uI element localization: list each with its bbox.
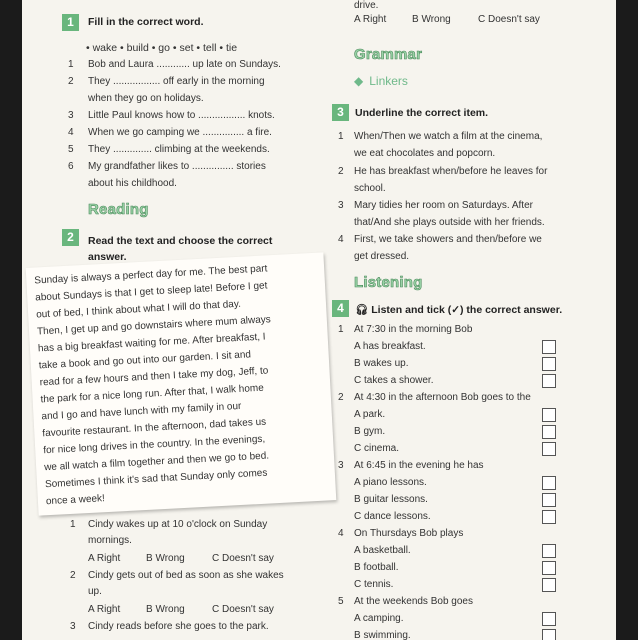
story-line: about Sundays is that I get to sleep late! Before I get [35, 280, 268, 304]
ex1-item-text: Little Paul knows how to ................. knots. [88, 110, 275, 121]
listening-option: A has breakfast. [354, 341, 426, 352]
question-number: 3 [70, 621, 76, 632]
listening-item-number: 5 [338, 596, 344, 607]
diamond-bullet-icon: ◆ [354, 74, 364, 88]
answer-option-b: B Wrong [146, 553, 185, 564]
top-word-drive: drive. [354, 0, 379, 11]
listening-option: B wakes up. [354, 358, 409, 369]
top-answer-a: A Right [354, 14, 387, 25]
ex2-instruction-1: Read the text and choose the correct [88, 235, 273, 247]
story-line: read for a few hours and then I take my dog, Jeff, to [39, 365, 269, 389]
question-number: 1 [70, 519, 76, 530]
listening-option: B gym. [354, 426, 386, 437]
tick-box[interactable] [542, 476, 556, 490]
ex1-item-text: My grandfather likes to ............... stories [88, 161, 266, 172]
answer-option-c: C Doesn't say [212, 604, 274, 615]
listening-option: A basketball. [354, 545, 411, 556]
tick-box[interactable] [542, 442, 556, 456]
reading-story-card [26, 252, 337, 515]
ex1-item-number: 2 [68, 76, 74, 87]
ex1-item-text: Bob and Laura ............ up late on Sundays. [88, 59, 281, 70]
listening-question: On Thursdays Bob plays [354, 528, 464, 539]
tick-box[interactable] [542, 629, 556, 640]
top-strip [22, 0, 616, 9]
tick-box[interactable] [542, 374, 556, 388]
ex3-item-text: Mary tidies her room on Saturdays. After [354, 200, 533, 211]
ex1-item-number: 5 [68, 144, 74, 155]
story-line: favourite restaurant. In the afternoon, dad takes us [42, 416, 267, 440]
ex1-wordbank: • wake • build • go • set • tell • tie [86, 42, 238, 54]
ex3-item-number: 4 [338, 234, 344, 245]
tick-box[interactable] [542, 408, 556, 422]
listening-question: At 4:30 in the afternoon Bob goes to the [354, 392, 531, 403]
tick-box[interactable] [542, 578, 556, 592]
question-number: 2 [70, 570, 76, 581]
answer-option-c: C Doesn't say [212, 553, 274, 564]
ex4-badge: 4 [332, 300, 349, 317]
ex3-item-text: He has breakfast when/before he leaves for [354, 166, 548, 177]
story-line: the park for a nice long run. After that, I walk home [40, 382, 265, 406]
listening-option: B swimming. [354, 630, 411, 640]
ex3-badge: 3 [332, 104, 349, 121]
grammar-subtitle-label: Linkers [369, 74, 408, 88]
ex1-item-text: about his childhood. [88, 178, 177, 189]
listening-title: Listening [354, 274, 423, 291]
ex1-item-text: They .............. climbing at the weekends. [88, 144, 270, 155]
listening-option: B football. [354, 562, 399, 573]
ex1-item-number: 1 [68, 59, 74, 70]
listening-item-number: 1 [338, 324, 344, 335]
tick-box[interactable] [542, 510, 556, 524]
story-line: we all watch a film together and then we go to bed. [43, 450, 270, 474]
story-line: take a book and go out into our garden. I sit and [38, 349, 252, 372]
answer-option-a: A Right [88, 553, 121, 564]
listening-option: A piano lessons. [354, 477, 427, 488]
ex3-item-number: 2 [338, 166, 344, 177]
story-line: has a big breakfast waiting for me. After breakfast, I [37, 331, 266, 355]
listening-question: At the weekends Bob goes [354, 596, 473, 607]
tick-box[interactable] [542, 493, 556, 507]
grammar-subtitle [354, 74, 408, 88]
worksheet-page [22, 0, 616, 640]
story-line: Then, I get up and go downstairs where mum always [36, 314, 272, 338]
ex3-item-text: that/And she plays outside with her friends. [354, 217, 545, 228]
ex1-item-number: 6 [68, 161, 74, 172]
tick-box[interactable] [542, 425, 556, 439]
answer-option-b: B Wrong [146, 604, 185, 615]
ex1-item-text: When we go camping we ............... a fire. [88, 127, 272, 138]
ex1-item-number: 3 [68, 110, 74, 121]
question-text: Cindy gets out of bed as soon as she wakes [88, 570, 284, 581]
story-line: Sometimes I think it's sad that Sunday only comes [44, 467, 268, 491]
ex3-item-text: school. [354, 183, 386, 194]
question-text: Cindy reads before she goes to the park. [88, 621, 269, 632]
top-answer-b: B Wrong [412, 14, 451, 25]
listening-option: C tennis. [354, 579, 394, 590]
ex2-instruction-2: answer. [88, 251, 127, 263]
listening-item-number: 2 [338, 392, 344, 403]
ex1-item-text: They ................. off early in the morning [88, 76, 265, 87]
ex1-item-text: when they go on holidays. [88, 93, 204, 104]
top-answer-c: C Doesn't say [478, 14, 540, 25]
ex3-item-text: we eat chocolates and popcorn. [354, 148, 496, 159]
story-line: out of bed, I think about what I will do that day. [35, 298, 242, 321]
ex1-item-number: 4 [68, 127, 74, 138]
ex4-instruction [355, 303, 562, 316]
listening-option: B guitar lessons. [354, 494, 428, 505]
headphones-icon: 🎧︎ [355, 304, 369, 316]
answer-option-a: A Right [88, 604, 121, 615]
ex3-instruction: Underline the correct item. [355, 107, 489, 119]
ex3-item-text: get dressed. [354, 251, 410, 262]
story-line: once a week! [45, 493, 106, 508]
story-line: and I go and have lunch with my family in our [41, 400, 242, 423]
tick-box[interactable] [542, 612, 556, 626]
reading-title: Reading [88, 201, 149, 218]
ex1-instruction: Fill in the correct word. [88, 16, 204, 28]
story-line: for nice long drives in the country. In the evenings, [43, 433, 266, 457]
ex3-item-text: When/Then we watch a film at the cinema, [354, 131, 543, 142]
listening-option: C takes a shower. [354, 375, 434, 386]
listening-item-number: 3 [338, 460, 344, 471]
grammar-title: Grammar [354, 46, 423, 63]
tick-box[interactable] [542, 561, 556, 575]
ex3-item-number: 1 [338, 131, 344, 142]
story-text [26, 252, 324, 508]
listening-option: A camping. [354, 613, 404, 624]
question-text: Cindy wakes up at 10 o'clock on Sunday [88, 519, 268, 530]
listening-item-number: 4 [338, 528, 344, 539]
question-text-cont: up. [88, 586, 102, 597]
listening-option: C dance lessons. [354, 511, 431, 522]
ex3-item-text: First, we take showers and then/before we [354, 234, 542, 245]
tick-box[interactable] [542, 340, 556, 354]
tick-box[interactable] [542, 544, 556, 558]
story-line: Sunday is always a perfect day for me. The best part [34, 263, 268, 287]
ex3-item-number: 3 [338, 200, 344, 211]
tick-box[interactable] [542, 357, 556, 371]
ex1-badge: 1 [62, 14, 79, 31]
listening-option: A park. [354, 409, 386, 420]
ex2-badge: 2 [62, 229, 79, 246]
ex4-instruction-text: Listen and tick (✓) the correct answer. [371, 304, 563, 316]
listening-question: At 6:45 in the evening he has [354, 460, 484, 471]
question-text-cont: mornings. [88, 535, 132, 546]
listening-question: At 7:30 in the morning Bob [354, 324, 473, 335]
listening-option: C cinema. [354, 443, 400, 454]
